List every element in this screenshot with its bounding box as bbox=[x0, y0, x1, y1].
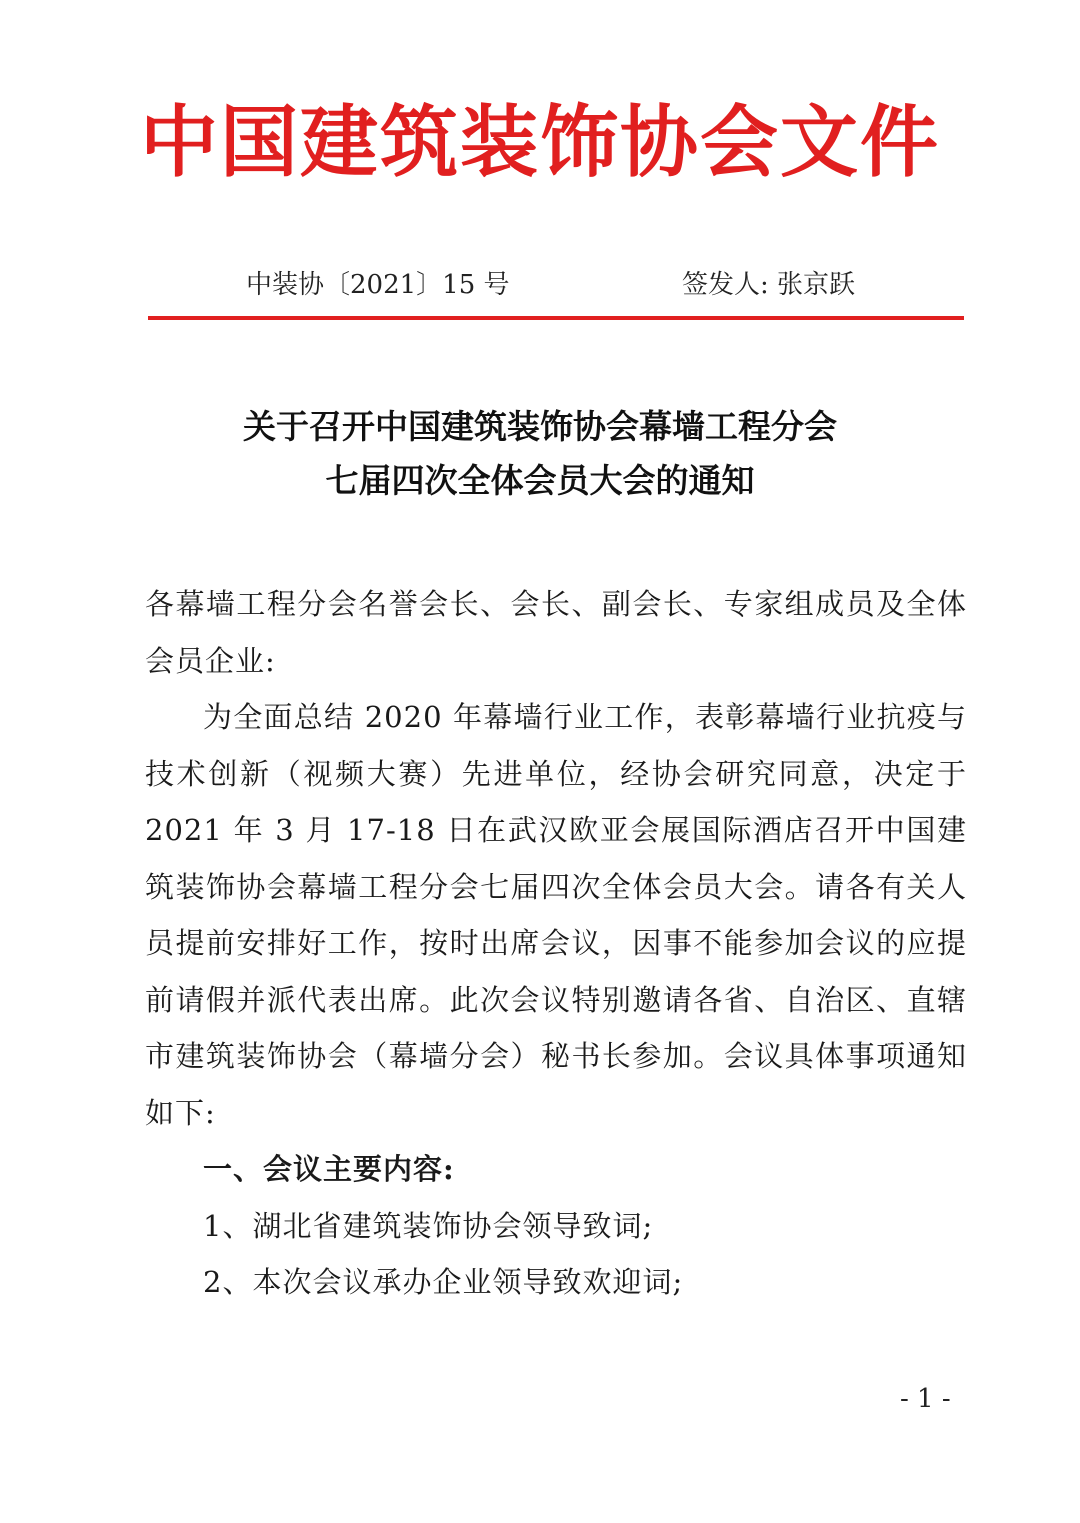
document-number: 中装协〔2021〕15 号 bbox=[246, 270, 510, 300]
issuer-signature: 签发人: 张京跃 bbox=[682, 270, 856, 300]
salutation: 各幕墙工程分会名誉会长、会长、副会长、专家组成员及全体会员企业: bbox=[145, 587, 967, 678]
document-header-title: 中国建筑装饰协会文件 bbox=[139, 97, 940, 188]
notice-title bbox=[0, 400, 1080, 508]
agenda-item: 1、湖北省建筑装饰协会领导致词; bbox=[203, 1208, 654, 1243]
section-heading: 一、会议主要内容: bbox=[203, 1152, 455, 1186]
body-paragraph: 为全面总结 2020 年幕墙行业工作，表彰幕墙行业抗疫与技术创新（视频大赛）先进单位，经协会研究同意，决定于 2021 年 3 月 17-18 日在武汉欧亚会展国际酒店召开中国建筑装饰协会幕墙工程分会七届四次全体会员大会。请各有关人员提前安排好工作，按时出席会议，因事不能参加会议的应提前请假并派代表出席。此次会议特别邀请各省、自治区、直辖市建筑装饰协会（幕墙分会）秘书长参加。会议具体事项通知如下: bbox=[145, 700, 967, 1130]
notice-title-line-1: 关于召开中国建筑装饰协会幕墙工程分会 bbox=[243, 407, 837, 446]
notice-title-line-2: 七届四次全体会员大会的通知 bbox=[325, 461, 755, 500]
red-divider-line bbox=[148, 316, 964, 320]
document-meta-row bbox=[0, 264, 1080, 304]
page-number: - 1 - bbox=[900, 1384, 951, 1414]
document-body bbox=[145, 576, 967, 1311]
agenda-item: 2、本次会议承办企业领导致欢迎词; bbox=[203, 1265, 684, 1299]
